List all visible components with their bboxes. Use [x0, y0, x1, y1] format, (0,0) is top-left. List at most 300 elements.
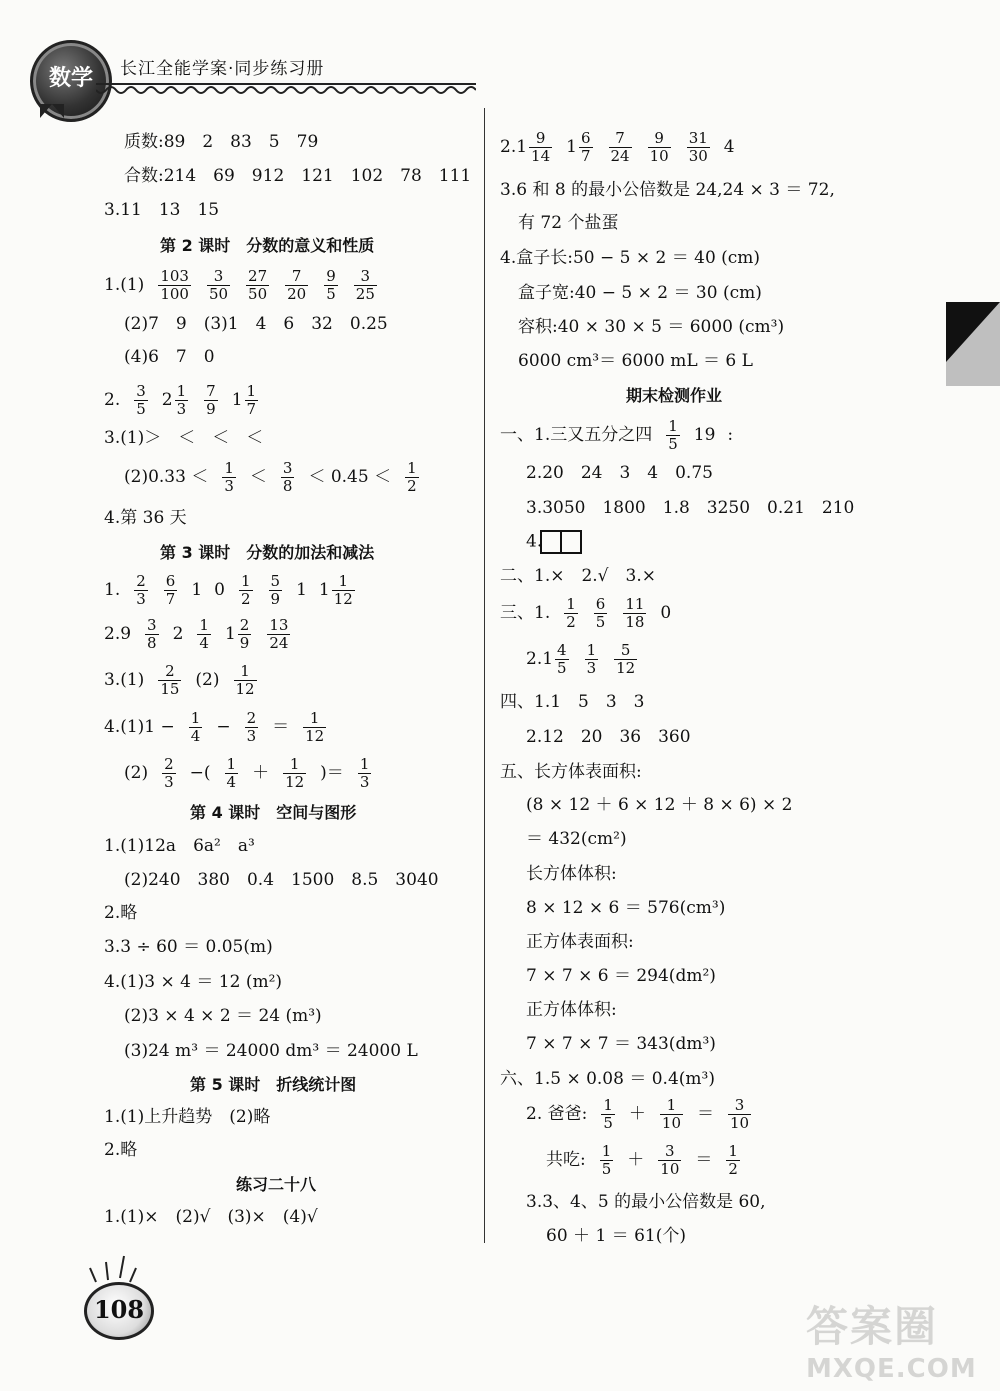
answer-token: (2)0.33 ＜ [124, 467, 209, 487]
fraction-token [562, 596, 580, 631]
answer-token: 4.(1)1 − [104, 717, 175, 737]
answer-line [104, 573, 357, 608]
fraction [245, 383, 259, 418]
answer-line: 4.(1)3 × 4 ＝ 12 (m²) [104, 972, 283, 992]
fraction [529, 130, 552, 165]
answer-token: 2. 爸爸: [526, 1104, 588, 1124]
numerator: 1 [246, 382, 257, 400]
numerator: 1 [566, 595, 576, 613]
numerator: 9 [326, 267, 336, 285]
answer-box [540, 530, 562, 554]
denominator: 7 [165, 590, 176, 608]
fraction-token [160, 756, 178, 791]
fraction-token [685, 130, 712, 165]
fraction [687, 130, 710, 165]
denominator: 4 [199, 634, 209, 652]
answer-token: 1. [104, 580, 121, 600]
fraction [728, 1097, 751, 1132]
fraction [245, 710, 259, 745]
denominator: 4 [190, 727, 201, 745]
numerator: 1 [199, 616, 209, 634]
fraction-token [526, 642, 571, 677]
numerator: 3 [147, 616, 157, 634]
fraction-token [156, 268, 193, 303]
answer-token: 1 [191, 580, 203, 600]
fraction [158, 663, 181, 698]
answer-line: 2.20 24 3 4 0.75 [526, 463, 713, 483]
fraction [354, 268, 377, 303]
fraction-token [322, 268, 340, 303]
answer-token: ＝ [697, 1104, 714, 1124]
book-title: 长江全能学案·同步练习册 [120, 59, 325, 79]
answer-token: −( [189, 763, 211, 783]
answer-token: − [216, 717, 231, 737]
denominator: 7 [246, 400, 257, 418]
fraction-token [279, 460, 297, 495]
fraction-token [187, 710, 205, 745]
answer-line [500, 596, 671, 631]
numerator: 2 [158, 663, 181, 681]
denominator: 12 [333, 590, 353, 608]
denominator: 9 [206, 400, 216, 418]
answer-token: ＝ [695, 1150, 713, 1170]
numerator: 6 [165, 572, 176, 590]
numerator: 6 [595, 595, 606, 613]
answer-token: (2) [124, 763, 149, 783]
fraction-token [132, 573, 150, 608]
answer-token: : [727, 425, 734, 445]
answer-line [104, 383, 260, 418]
denominator: 3 [164, 773, 174, 791]
fraction-token [283, 268, 310, 303]
fraction-token [232, 663, 259, 698]
page-number-rays [88, 1254, 138, 1284]
denominator: 8 [282, 477, 293, 495]
whole-part: 1 [566, 137, 577, 157]
fraction [600, 1143, 614, 1178]
fraction-token [301, 710, 328, 745]
page-number [84, 1282, 154, 1340]
numerator: 2 [164, 755, 174, 773]
numerator: 2 [246, 709, 257, 727]
denominator: 18 [625, 613, 645, 631]
answer-token: 0 [214, 580, 225, 600]
fraction-token [621, 596, 648, 631]
page-number-label: 108 [93, 1295, 145, 1324]
fraction [134, 383, 148, 418]
answer-token: 4 [723, 137, 735, 157]
whole-part: 1 [224, 624, 236, 644]
fraction-token [724, 1143, 742, 1178]
fraction-token [237, 573, 255, 608]
numerator: 1 [176, 382, 187, 400]
fraction [158, 268, 191, 303]
fraction-token [598, 1143, 616, 1178]
fraction [225, 756, 239, 791]
fraction-token [195, 617, 213, 652]
fraction [324, 268, 338, 303]
fraction [189, 710, 203, 745]
fraction [204, 383, 218, 418]
denominator: 2 [240, 590, 251, 608]
numerator: 1 [303, 710, 326, 728]
fraction-token [232, 383, 260, 418]
fraction [564, 596, 578, 631]
fraction-token [664, 418, 682, 453]
answer-line [546, 1143, 742, 1178]
answer-line: ＝ 432(cm²) [526, 829, 627, 849]
answer-line: 合数:214 69 912 121 102 78 111 [124, 166, 472, 186]
numerator: 2 [239, 616, 250, 634]
denominator: 5 [326, 285, 336, 303]
fraction-token [319, 573, 357, 608]
answer-line: 3.3050 1800 1.8 3250 0.21 210 [526, 498, 855, 518]
fraction [358, 756, 372, 791]
answer-line: 3.(1)＞ ＜ ＜ ＜ [104, 428, 264, 448]
denominator: 20 [287, 285, 307, 303]
denominator: 9 [270, 590, 281, 608]
answer-line: 1.(1)12a 6a² a³ [104, 836, 255, 856]
answer-line [104, 663, 259, 698]
fraction [283, 756, 306, 791]
fraction-token [566, 130, 594, 165]
header-decorative-rule [96, 80, 476, 96]
fraction-token [612, 642, 639, 677]
fraction-token [607, 130, 634, 165]
fraction-token [646, 130, 673, 165]
numerator: 7 [285, 268, 308, 286]
numerator: 6 [580, 129, 591, 147]
fraction-token [162, 383, 190, 418]
numerator: 1 [226, 755, 237, 773]
numerator: 1 [190, 709, 201, 727]
denominator: 8 [147, 634, 157, 652]
fraction [303, 710, 326, 745]
fraction-token [592, 596, 610, 631]
numerator: 1 [283, 756, 306, 774]
column-divider [484, 108, 485, 1243]
answer-line: 五、长方体表面积: [500, 762, 642, 782]
denominator: 9 [239, 634, 250, 652]
answer-token: 共吃: [546, 1150, 586, 1170]
answer-line: (4)6 7 0 [124, 347, 215, 367]
fraction [267, 617, 290, 652]
answer-line [104, 710, 328, 745]
denominator: 3 [136, 590, 146, 608]
numerator: 27 [248, 267, 268, 285]
answer-line: 60 ＋ 1 ＝ 61(个) [546, 1226, 686, 1246]
denominator: 15 [160, 680, 180, 698]
answer-line: 1.(1)上升趋势 (2)略 [104, 1107, 271, 1127]
answer-token: 3.(1) [104, 670, 145, 690]
answer-token: ＜ [249, 467, 267, 487]
subject-badge-label: 数学 [48, 66, 93, 91]
answer-line: 1.(1)× (2)√ (3)× (4)√ [104, 1207, 318, 1227]
fraction-token [243, 710, 261, 745]
fraction [658, 1143, 681, 1178]
numerator: 1 [240, 572, 251, 590]
denominator: 5 [601, 1160, 612, 1178]
answer-line: 2.略 [104, 1140, 138, 1160]
answer-token: ＋ [628, 1104, 646, 1124]
answer-label: 4. [526, 531, 543, 552]
numerator: 1 [668, 417, 678, 435]
fraction [555, 642, 569, 677]
fraction-token [225, 617, 253, 652]
answer-line: 3.11 13 15 [104, 200, 220, 220]
section-heading: 第 4 课时 空间与图形 [190, 803, 357, 822]
fraction [648, 130, 671, 165]
fraction [239, 573, 253, 608]
denominator: 3 [176, 400, 187, 418]
denominator: 25 [355, 285, 375, 303]
fraction [197, 617, 211, 652]
denominator: 24 [610, 147, 630, 165]
denominator: 10 [661, 1114, 681, 1132]
fraction-token [599, 1097, 617, 1132]
numerator: 1 [586, 641, 597, 659]
answer-token: (2) [195, 670, 220, 690]
answer-line [104, 268, 379, 303]
numerator: 31 [688, 129, 708, 147]
fraction-token [265, 617, 292, 652]
answer-line: 3.3、4、5 的最小公倍数是 60, [526, 1192, 766, 1212]
answer-token: ＋ [627, 1150, 645, 1170]
numerator: 1 [407, 459, 417, 477]
denominator: 10 [730, 1114, 750, 1132]
whole-part: 2.1 [500, 137, 528, 157]
fraction [585, 642, 599, 677]
answer-line: 四、1.1 5 3 3 [500, 692, 645, 712]
denominator: 5 [603, 1114, 613, 1132]
denominator: 50 [248, 285, 268, 303]
denominator: 12 [305, 727, 325, 745]
fraction [269, 573, 283, 608]
fraction [609, 130, 632, 165]
fraction-token [223, 756, 241, 791]
fraction-token [726, 1097, 753, 1132]
numerator: 3 [207, 268, 230, 286]
fraction-token [500, 130, 554, 165]
denominator: 14 [531, 147, 551, 165]
answer-line: 7 × 7 × 6 ＝ 294(dm²) [526, 966, 716, 986]
denominator: 2 [566, 613, 576, 631]
denominator: 100 [160, 285, 189, 303]
fraction-token [267, 573, 285, 608]
answer-line [526, 642, 639, 677]
answer-line: 有 72 个盐蛋 [518, 213, 619, 233]
answer-token: 一、1.三又五分之四 [500, 425, 653, 445]
numerator: 3 [282, 459, 293, 477]
numerator: 13 [269, 616, 289, 634]
denominator: 12 [616, 659, 636, 677]
answer-line-boxes [526, 530, 582, 554]
numerator: 1 [603, 1096, 613, 1114]
answer-line: 质数:89 2 83 5 79 [124, 132, 319, 152]
whole-part: 2.1 [526, 649, 554, 669]
answer-token: 三、1. [500, 603, 551, 623]
answer-line: (2)3 × 4 × 2 ＝ 24 (m³) [124, 1006, 322, 1026]
fraction [660, 1097, 683, 1132]
answer-line: 2.略 [104, 903, 138, 923]
answer-token: ＝ [272, 717, 290, 737]
whole-part: 2 [161, 390, 173, 410]
answer-line [104, 617, 292, 652]
denominator: 3 [224, 477, 234, 495]
denominator: 10 [649, 147, 669, 165]
fraction [666, 418, 680, 453]
fraction-token [220, 460, 238, 495]
section-heading: 第 5 课时 折线统计图 [190, 1075, 357, 1094]
numerator: 5 [614, 642, 637, 660]
fraction-token [658, 1097, 685, 1132]
fraction [164, 573, 178, 608]
fraction [623, 596, 646, 631]
answer-token: 2 [172, 624, 184, 644]
denominator: 3 [246, 727, 257, 745]
corner-tab [946, 302, 1000, 386]
fraction-token [656, 1143, 683, 1178]
fraction [726, 1143, 740, 1178]
badge-ribbon [40, 104, 64, 118]
fraction [175, 383, 189, 418]
denominator: 4 [226, 773, 237, 791]
answer-line: 正方体表面积: [526, 932, 634, 952]
fraction-token [205, 268, 232, 303]
fraction-token [143, 617, 161, 652]
numerator: 4 [557, 641, 567, 659]
fraction [134, 573, 148, 608]
numerator: 2 [136, 572, 146, 590]
whole-part: 1 [318, 580, 330, 600]
answer-line [124, 756, 373, 791]
answer-line [500, 130, 735, 165]
answer-line: (3)24 m³ ＝ 24000 dm³ ＝ 24000 L [124, 1041, 418, 1061]
answer-line: (2)240 380 0.4 1500 8.5 3040 [124, 870, 439, 890]
denominator: 50 [208, 285, 229, 303]
whole-part: 1 [231, 390, 243, 410]
fraction-token [281, 756, 308, 791]
denominator: 5 [668, 435, 678, 453]
fraction [601, 1097, 615, 1132]
denominator: 12 [235, 680, 255, 698]
fraction-token [202, 383, 220, 418]
fraction-token [162, 573, 180, 608]
answer-line: (2)7 9 (3)1 4 6 32 0.25 [124, 314, 388, 334]
answer-token: 19 [693, 425, 716, 445]
denominator: 5 [136, 400, 146, 418]
answer-line: 正方体体积: [526, 1000, 617, 1020]
numerator: 3 [354, 268, 377, 286]
answer-token: 0 [660, 603, 672, 623]
numerator: 3 [728, 1097, 751, 1115]
answer-token: 2. [104, 390, 121, 410]
numerator: 7 [609, 130, 632, 148]
denominator: 24 [269, 634, 289, 652]
answer-line: 3.3 ÷ 60 ＝ 0.05(m) [104, 937, 273, 957]
numerator: 1 [359, 755, 370, 773]
fraction [145, 617, 159, 652]
answer-line [500, 418, 733, 453]
answer-token: )＝ [320, 763, 344, 783]
section-heading: 练习二十八 [236, 1175, 317, 1194]
answer-line: 长方体体积: [526, 864, 617, 884]
numerator: 9 [529, 130, 552, 148]
fraction-token [352, 268, 379, 303]
answer-line: 8 × 12 × 6 ＝ 576(cm³) [526, 898, 726, 918]
denominator: 12 [285, 773, 305, 791]
answer-line: 盒子宽:40 − 5 × 2 ＝ 30 (cm) [518, 283, 762, 303]
numerator: 1 [601, 1142, 612, 1160]
answer-line: 2.12 20 36 360 [526, 727, 691, 747]
denominator: 5 [557, 659, 567, 677]
section-heading: 期末检测作业 [626, 386, 723, 405]
numerator: 1 [660, 1097, 683, 1115]
fraction [579, 130, 593, 165]
fraction [246, 268, 269, 303]
fraction-token [156, 663, 183, 698]
answer-box [560, 530, 582, 554]
numerator: 1 [224, 459, 234, 477]
answer-line: 4.第 36 天 [104, 508, 187, 528]
answer-line: 二、1.× 2.√ 3.× [500, 566, 656, 586]
numerator: 5 [270, 572, 281, 590]
fraction-token [132, 383, 150, 418]
numerator: 3 [658, 1143, 681, 1161]
answer-token: 2.9 [104, 624, 132, 644]
answer-token: 1 [296, 580, 307, 600]
denominator: 5 [595, 613, 606, 631]
denominator: 3 [359, 773, 370, 791]
fraction-token [244, 268, 271, 303]
answer-line [526, 1097, 753, 1132]
numerator: 9 [648, 130, 671, 148]
fraction [332, 573, 355, 608]
answer-token: 1.(1) [104, 275, 145, 295]
answer-line [124, 460, 421, 495]
denominator: 30 [688, 147, 708, 165]
fraction-token [403, 460, 421, 495]
answer-line: 7 × 7 × 7 ＝ 343(dm³) [526, 1034, 716, 1054]
answer-token: ＜ 0.45 ＜ [308, 467, 392, 487]
fraction [405, 460, 419, 495]
denominator: 2 [407, 477, 417, 495]
fraction [614, 642, 637, 677]
fraction [234, 663, 257, 698]
fraction [281, 460, 295, 495]
answer-token: ＋ [252, 763, 270, 783]
numerator: 11 [625, 595, 645, 613]
answer-line: (8 × 12 ＋ 6 × 12 ＋ 8 × 6) × 2 [526, 795, 793, 815]
fraction-token [583, 642, 601, 677]
answer-line: 4.盒子长:50 − 5 × 2 ＝ 40 (cm) [500, 248, 761, 268]
numerator: 3 [136, 382, 146, 400]
numerator: 1 [332, 573, 355, 591]
fraction [238, 617, 252, 652]
fraction [594, 596, 608, 631]
answer-line: 6000 cm³＝ 6000 mL ＝ 6 L [518, 351, 753, 371]
numerator: 103 [160, 267, 189, 285]
fraction-token [356, 756, 374, 791]
watermark-line1: 答案圈 [806, 1302, 939, 1351]
denominator: 3 [586, 659, 597, 677]
fraction [222, 460, 236, 495]
denominator: 2 [728, 1160, 738, 1178]
answer-line: 容积:40 × 30 × 5 ＝ 6000 (cm³) [518, 317, 785, 337]
fraction [285, 268, 308, 303]
denominator: 10 [660, 1160, 680, 1178]
fraction [162, 756, 176, 791]
